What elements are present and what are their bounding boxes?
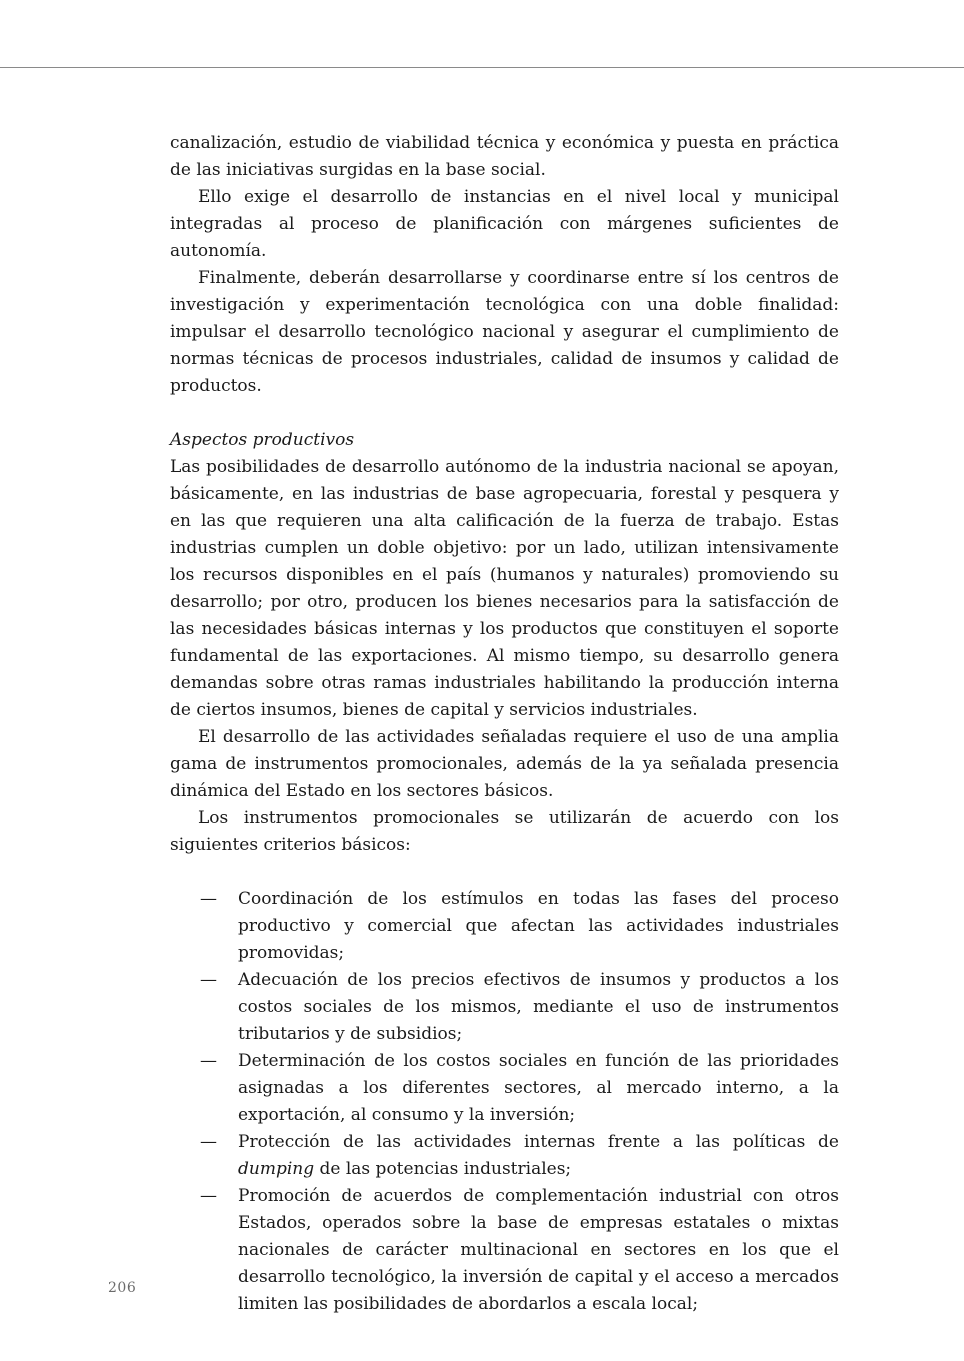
criteria-list: [170, 886, 839, 1318]
italic-term: dumping: [238, 1159, 315, 1179]
list-item: [170, 967, 839, 1048]
paragraph-continued: canalización, estudio de viabilidad técnica y económica y puesta en práctica de las iniciativas surgidas en la base social.: [170, 133, 839, 180]
list-item: [170, 1129, 839, 1183]
list-item-text: [238, 1132, 839, 1179]
list-item-text: Adecuación de los precios efectivos de insumos y productos a los costos sociales de los mismos, mediante el uso de instrumentos tributarios y de subsidios;: [238, 970, 839, 1044]
paragraph-autonomous-development: Las posibilidades de desarrollo autónomo de la industria nacional se apoyan, básicamente, en las industrias de base agropecuaria, forestal y pesquera y en las que requieren una alta calificación de la fuerza de trabajo. Estas industrias cumplen un doble objetivo: por un lado, utilizan intensivamente los recursos disponibles en el país (humanos y naturales) promoviendo su desarrollo; por otro, producen los bienes necesarios para la satisfacción de las necesidades básicas internas y los productos que constituyen el soporte fundamental de las exportaciones. Al mismo tiempo, su desarrollo genera demandas sobre otras ramas industriales habilitando la producción interna de ciertos insumos, bienes de capital y servicios industriales.: [170, 457, 839, 720]
list-item-text-end: de las potencias industriales;: [314, 1159, 572, 1179]
paragraph-promotional-instruments: El desarrollo de las actividades señaladas requiere el uso de una amplia gama de instrumentos promocionales, además de la ya señalada presencia dinámica del Estado en los sectores básicos.: [170, 727, 839, 801]
list-item-text: Promoción de acuerdos de complementación industrial con otros Estados, operados sobre la base de empresas estatales o mixtas nacionales de carácter multinacional en sectores en los que el desarrollo tecnológico, la inversión de capital y el acceso a mercados limiten las posibilidades de abordarlos a escala local;: [238, 1186, 839, 1314]
dash-bullet: —: [200, 889, 217, 909]
list-item-text: Coordinación de los estímulos en todas las fases del proceso productivo y comercial que afectan las actividades industriales promovidas;: [238, 889, 839, 963]
dash-bullet: —: [200, 1132, 217, 1152]
dash-bullet: —: [200, 1186, 217, 1206]
list-item: [170, 1048, 839, 1129]
paragraph-local-instances: Ello exige el desarrollo de instancias en el nivel local y municipal integradas al proceso de planificación con márgenes suficientes de autonomía.: [170, 187, 839, 261]
dash-bullet: —: [200, 970, 217, 990]
section-heading: Aspectos productivos: [170, 430, 355, 450]
page-body: [170, 130, 839, 1318]
page-number: 206: [108, 1280, 137, 1296]
paragraph-research-centers: Finalmente, deberán desarrollarse y coordinarse entre sí los centros de investigación y experimentación tecnológica con una doble finalidad: impulsar el desarrollo tecnológico nacional y asegurar el cumplimiento de normas técnicas de procesos industriales, calidad de insumos y calidad de productos.: [170, 268, 839, 396]
list-item-text: Determinación de los costos sociales en función de las prioridades asignadas a los diferentes sectores, al mercado interno, a la exportación, al consumo y la inversión;: [238, 1051, 839, 1125]
list-item: [170, 886, 839, 967]
list-item: [170, 1183, 839, 1318]
list-item-text-start: Protección de las actividades internas frente a las políticas de: [238, 1132, 839, 1152]
paragraph-criteria-intro: Los instrumentos promocionales se utilizarán de acuerdo con los siguientes criterios básicos:: [170, 808, 839, 855]
header-rule: [0, 67, 964, 68]
dash-bullet: —: [200, 1051, 217, 1071]
